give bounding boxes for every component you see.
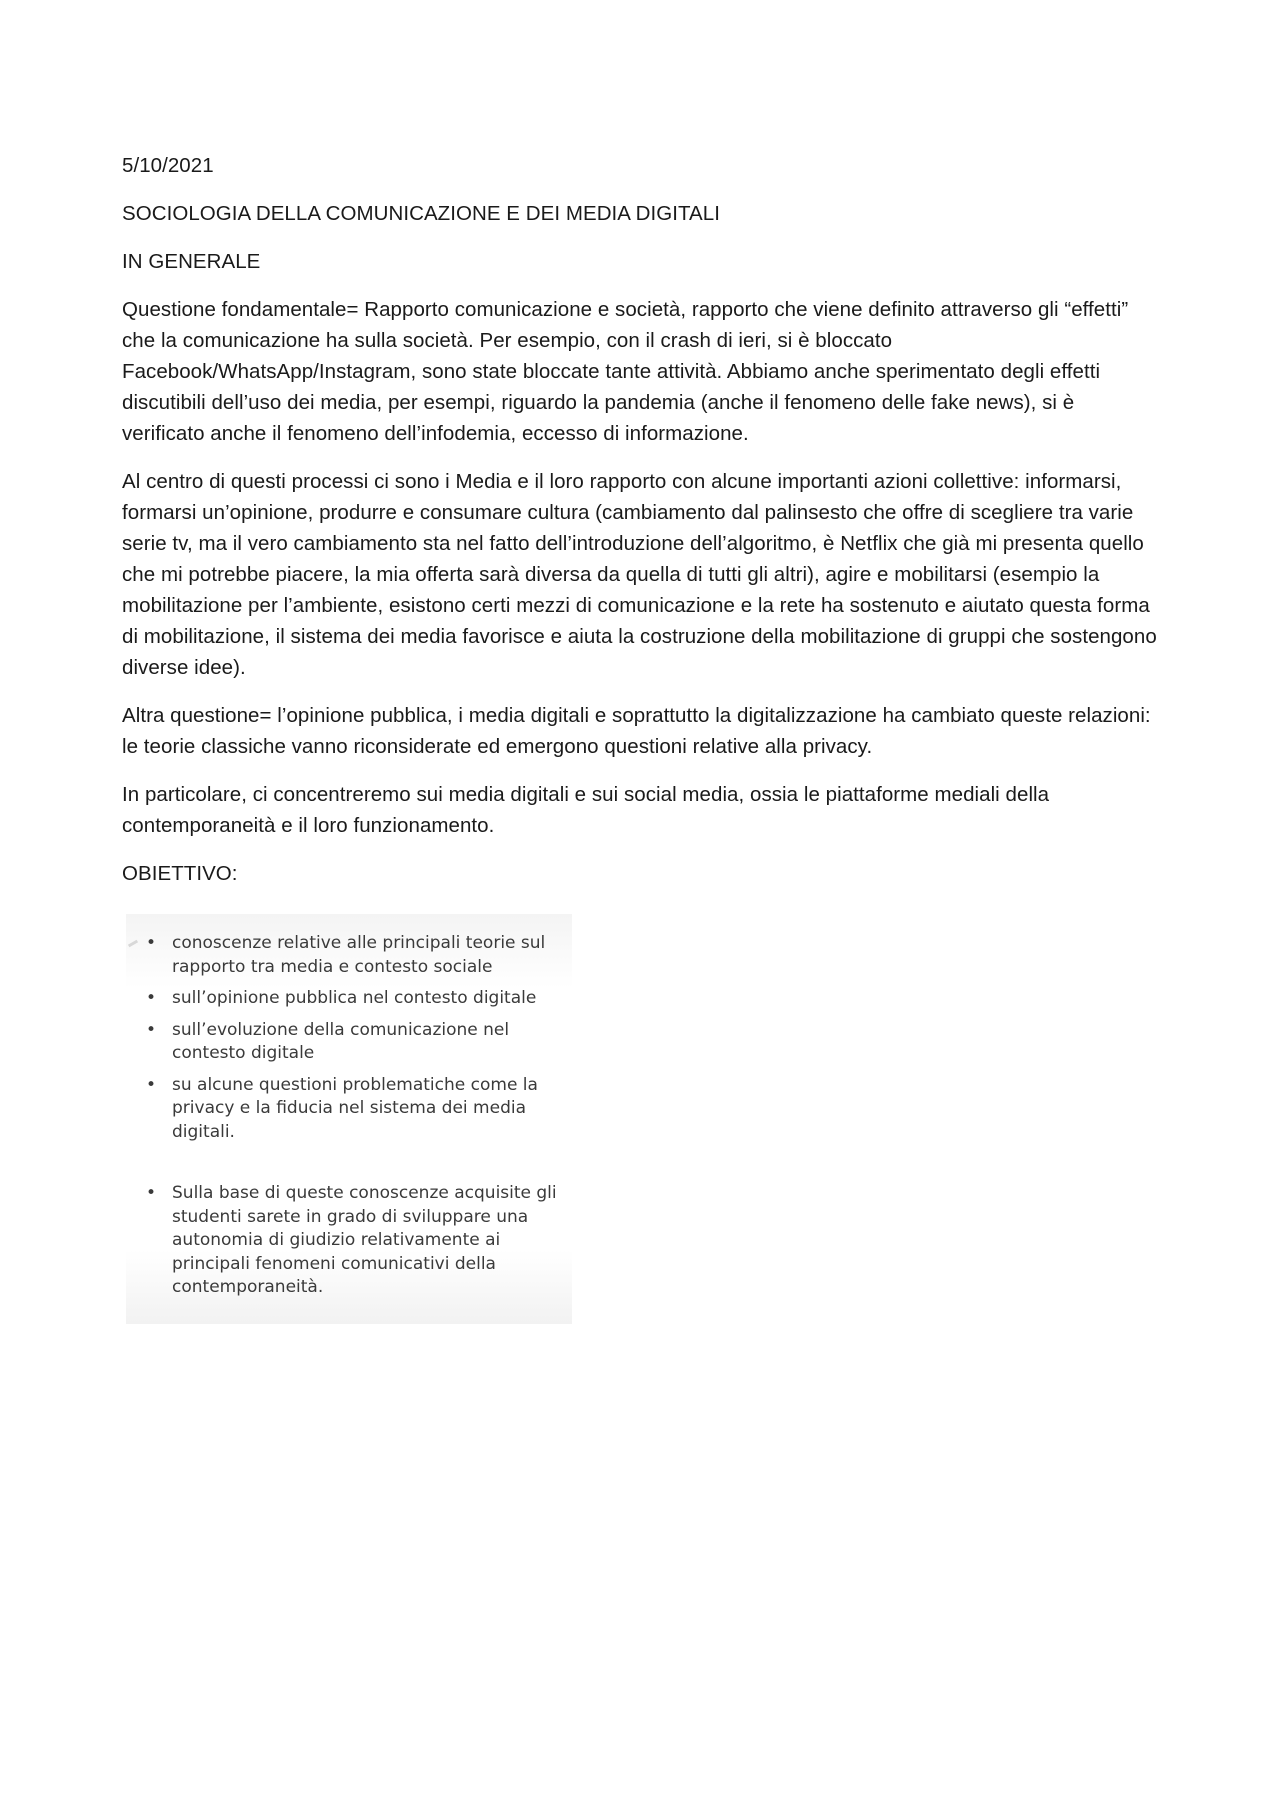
section-heading: IN GENERALE — [122, 250, 261, 273]
list-item-text: sull’opinione pubblica nel contesto digitale — [172, 988, 537, 1008]
objectives-list — [126, 914, 572, 1300]
list-item — [146, 1019, 572, 1066]
list-item — [146, 932, 572, 979]
list-item — [146, 1074, 572, 1145]
document-date: 5/10/2021 — [122, 154, 214, 177]
paragraph-3: Altra questione= l’opinione pubblica, i media digitali e soprattutto la digitalizzazione ha cambiato queste relazioni: le teorie classiche vanno riconsiderate ed emergono questioni relative alla privacy. — [122, 704, 1151, 758]
bullet-icon: • — [146, 933, 157, 953]
paragraph-1: Questione fondamentale= Rapporto comunicazione e società, rapporto che viene definito attraverso gli “effetti” che la comunicazione ha sulla società. Per esempio, con il crash di ieri, si è bloccato Facebook/WhatsApp/Instagram, sono state bloccate tante attività. Abbiamo anche sperimentato degli effetti discutibili dell’uso dei media, per esempi, riguardo la pandemia (anche il fenomeno delle fake news), si è verificato anche il fenomeno dell’infodemia, eccesso di informazione. — [122, 298, 1129, 445]
list-item-text: sull’evoluzione della comunicazione nel contesto digitale — [172, 1019, 510, 1063]
document-body — [122, 150, 1162, 906]
list-item — [146, 987, 572, 1011]
list-item-text: su alcune questioni problematiche come la privacy e la fiducia nel sistema dei media digitali. — [172, 1074, 538, 1142]
bullet-icon: • — [146, 988, 157, 1008]
list-item-text: conoscenze relative alle principali teorie sul rapporto tra media e contesto sociale — [172, 933, 546, 977]
list-item-text: Sulla base di queste conoscenze acquisite gli studenti sarete in grado di sviluppare una autonomia di giudizio relativamente ai principali fenomeni comunicativi della contemporaneità. — [172, 1183, 557, 1297]
bullet-icon: • — [146, 1183, 157, 1203]
paragraph-4: In particolare, ci concentreremo sui media digitali e sui social media, ossia le piattaforme mediali della contemporaneità e il loro funzionamento. — [122, 783, 1050, 837]
bullet-icon: • — [146, 1019, 157, 1040]
objective-label: OBIETTIVO: — [122, 862, 238, 885]
paragraph-2: Al centro di questi processi ci sono i Media e il loro rapporto con alcune importanti azioni collettive: informarsi, formarsi un’opinione, produrre e consumare cultura (cambiamento dal palinsesto che offre di scegliere tra varie serie tv, ma il vero cambiamento sta nel fatto dell’introduzione dell’algoritmo, è Netflix che già mi presenta quello che mi potrebbe piacere, la mia offerta sarà diversa da quella di tutti gli altri), agire e mobilitarsi (esempio la mobilitazione per l’ambiente, esistono certi mezzi di comunicazione e la rete ha sostenuto e aiutato questa forma di mobilitazione, il sistema dei media favorisce e aiuta la costruzione della mobilitazione di gruppi che sostengono diverse idee). — [122, 470, 1157, 679]
document-title: SOCIOLOGIA DELLA COMUNICAZIONE E DEI MEDIA DIGITALI — [122, 202, 720, 225]
list-item — [146, 1182, 572, 1300]
objectives-slide-image — [126, 914, 572, 1324]
bullet-icon: • — [146, 1074, 157, 1095]
